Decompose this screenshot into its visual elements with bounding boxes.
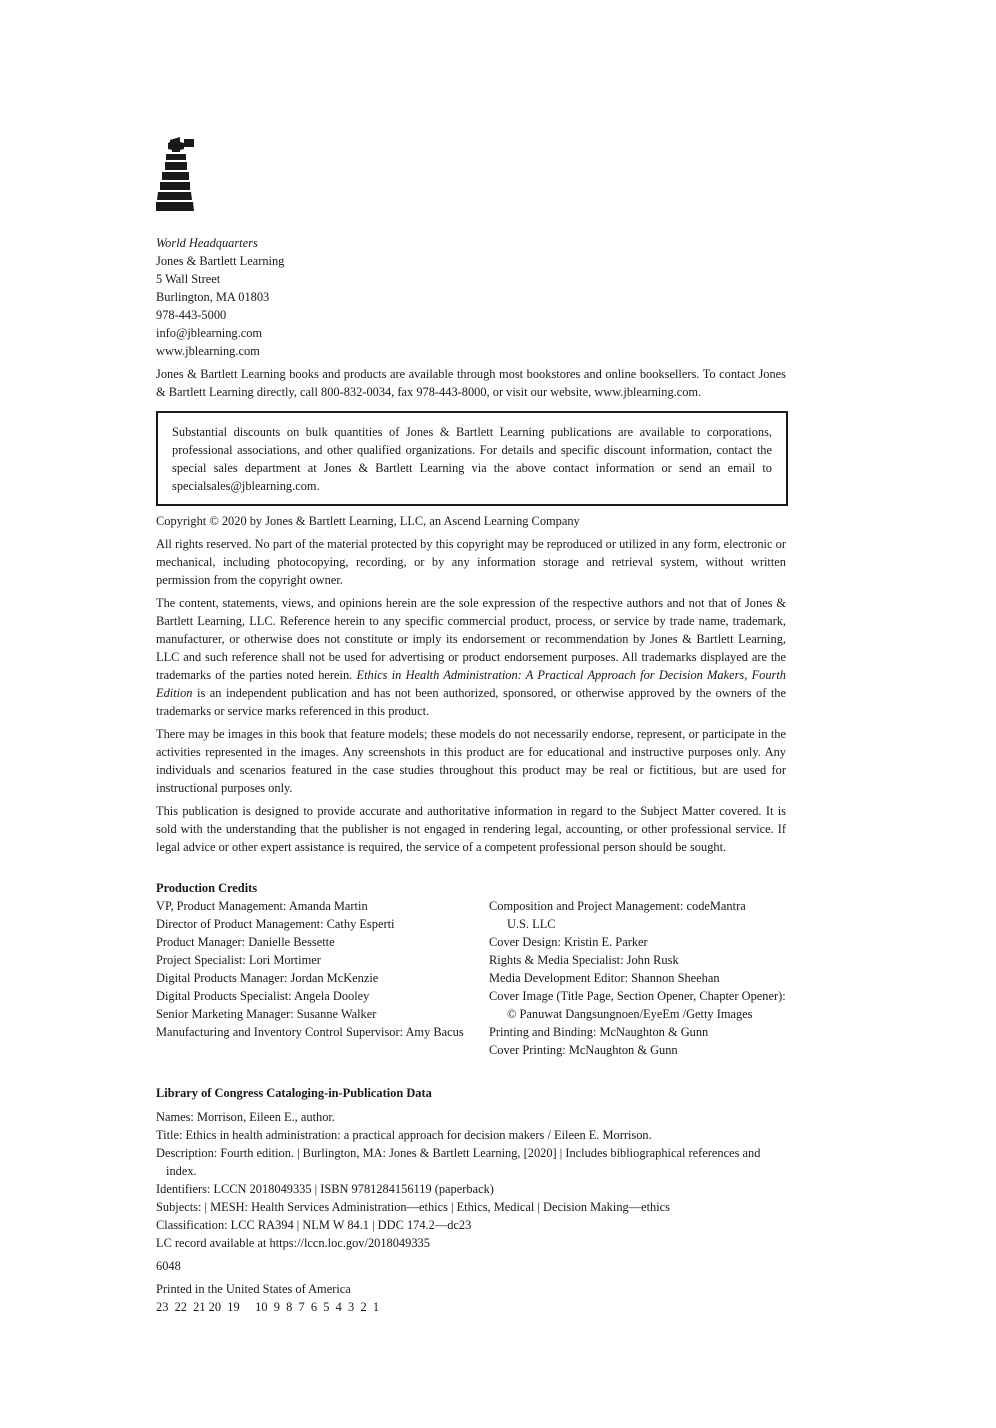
headquarters-label: World Headquarters bbox=[156, 236, 258, 250]
cataloging-record: LC record available at https://lccn.loc.gov/2018049335 bbox=[156, 1236, 430, 1250]
headquarters-address bbox=[156, 234, 786, 360]
credit-item: Cover Design: Kristin E. Parker bbox=[489, 935, 648, 949]
credit-item: Printing and Binding: McNaughton & Gunn bbox=[489, 1025, 709, 1039]
bulk-discount-text: Substantial discounts on bulk quantities of Jones & Bartlett Learning publications are available to corporations, professional associations, and other qualified organizations. For details and specific discount information, contact the special sales department at Jones & Bartlett Learning via the above contact information or send an email to specialsales@jblearning.com. bbox=[172, 425, 772, 493]
credit-item: Digital Products Manager: Jordan McKenzie bbox=[156, 971, 379, 985]
cataloging-identifiers: Identifiers: LCCN 2018049335 | ISBN 9781284156119 (paperback) bbox=[156, 1182, 494, 1196]
cataloging-classification: Classification: LCC RA394 | NLM W 84.1 | DDC 174.2—dc23 bbox=[156, 1218, 472, 1232]
production-credits bbox=[156, 879, 786, 1059]
credits-right-column bbox=[489, 897, 786, 1059]
copyright-section bbox=[156, 512, 786, 856]
cataloging-subjects: Subjects: | MESH: Health Services Administration—ethics | Ethics, Medical | Decision Making—ethics bbox=[156, 1200, 670, 1214]
cataloging-title: Title: Ethics in health administration: a practical approach for decision makers / Eileen E. Morrison. bbox=[156, 1128, 652, 1142]
print-code: 6048 bbox=[156, 1259, 181, 1273]
images-paragraph: There may be images in this book that feature models; these models do not necessarily endorse, represent, or participate in the activities represented in the images. Any screenshots in this product are for educational and instructive purposes only. Any individuals and scenarios featured in the case studies throughout this product may be real or fictitious, but are used for instructional purposes only. bbox=[156, 727, 786, 795]
rights-paragraph: All rights reserved. No part of the material protected by this copyright may be reproduced or utilized in any form, electronic or mechanical, including photocopying, recording, or by any information storage and retrieval system, without written permission from the copyright owner. bbox=[156, 537, 786, 587]
printing-line-numbers: 23 22 21 20 19 10 9 8 7 6 5 4 3 2 1 bbox=[156, 1300, 380, 1314]
address-line-company: Jones & Bartlett Learning bbox=[156, 254, 285, 268]
availability-paragraph bbox=[156, 365, 786, 401]
credit-item: Senior Marketing Manager: Susanne Walker bbox=[156, 1007, 377, 1021]
credit-item: VP, Product Management: Amanda Martin bbox=[156, 899, 368, 913]
address-line-email: info@jblearning.com bbox=[156, 326, 263, 340]
credit-item: Rights & Media Specialist: John Rusk bbox=[489, 953, 679, 967]
credit-item: Media Development Editor: Shannon Sheehan bbox=[489, 971, 720, 985]
publisher-lighthouse-logo bbox=[156, 137, 194, 211]
credits-left-column bbox=[156, 897, 489, 1059]
credit-item: Composition and Project Management: codeMantra U.S. LLC bbox=[489, 899, 746, 931]
credit-item: Digital Products Specialist: Angela Dooley bbox=[156, 989, 370, 1003]
cataloging-heading: Library of Congress Cataloging-in-Publication Data bbox=[156, 1086, 432, 1100]
credit-item: Cover Image (Title Page, Section Opener, Chapter Opener): © Panuwat Dangsungnoen/EyeEm /Getty Images bbox=[489, 989, 786, 1021]
credits-heading: Production Credits bbox=[156, 881, 258, 895]
book-title: Ethics in Health Administration: A Practical Approach for Decision Makers, Fourth Edition bbox=[156, 668, 786, 700]
address-line-street: 5 Wall Street bbox=[156, 272, 221, 286]
address-line-city: Burlington, MA 01803 bbox=[156, 290, 270, 304]
credit-item: Manufacturing and Inventory Control Supervisor: Amy Bacus bbox=[156, 1025, 464, 1039]
printing-info bbox=[156, 1257, 786, 1316]
credit-item: Project Specialist: Lori Mortimer bbox=[156, 953, 321, 967]
disclaimer-text: The content, statements, views, and opinions herein are the sole expression of the respective authors and not that of Jones & Bartlett Learning, LLC. Reference herein to any specific commercial product, process, or service by trade name, trademark, manufacturer, or otherwise does not constitute or imply its endorsement or recommendation by Jones & Bartlett Learning, LLC and such reference shall not be used for advertising or product endorsement purposes. All trademarks displayed are the trademarks of the parties noted herein. bbox=[156, 596, 786, 682]
credit-item: Product Manager: Danielle Bessette bbox=[156, 935, 335, 949]
availability-text: Jones & Bartlett Learning books and products are available through most bookstores and online booksellers. To contact Jones & Bartlett Learning directly, call 800-832-0034, fax 978-443-8000, or visit our website, www.jblearning.com. bbox=[156, 367, 786, 399]
copyright-line: Copyright © 2020 by Jones & Bartlett Learning, LLC, an Ascend Learning Company bbox=[156, 514, 580, 528]
cataloging-description: Description: Fourth edition. | Burlington, MA: Jones & Bartlett Learning, [2020] | Includes bibliographical references and index. bbox=[156, 1146, 761, 1178]
bulk-discount-box bbox=[156, 411, 788, 506]
disclaimer-paragraph bbox=[156, 594, 786, 720]
cataloging-data bbox=[156, 1084, 786, 1252]
address-line-website: www.jblearning.com bbox=[156, 344, 260, 358]
address-line-phone: 978-443-5000 bbox=[156, 308, 227, 322]
purpose-paragraph: This publication is designed to provide accurate and authoritative information in regard to the Subject Matter covered. It is sold with the understanding that the publisher is not engaged in rendering legal, accounting, or other professional service. If legal advice or other expert assistance is required, the service of a competent professional person should be sought. bbox=[156, 804, 786, 854]
disclaimer-text-end: is an independent publication and has not been authorized, sponsored, or otherwise approved by the owners of the trademarks or service marks referenced in this product. bbox=[156, 686, 786, 718]
cataloging-names: Names: Morrison, Eileen E., author. bbox=[156, 1110, 335, 1124]
credit-item: Director of Product Management: Cathy Esperti bbox=[156, 917, 395, 931]
printed-country: Printed in the United States of America bbox=[156, 1282, 351, 1296]
credit-item: Cover Printing: McNaughton & Gunn bbox=[489, 1043, 678, 1057]
